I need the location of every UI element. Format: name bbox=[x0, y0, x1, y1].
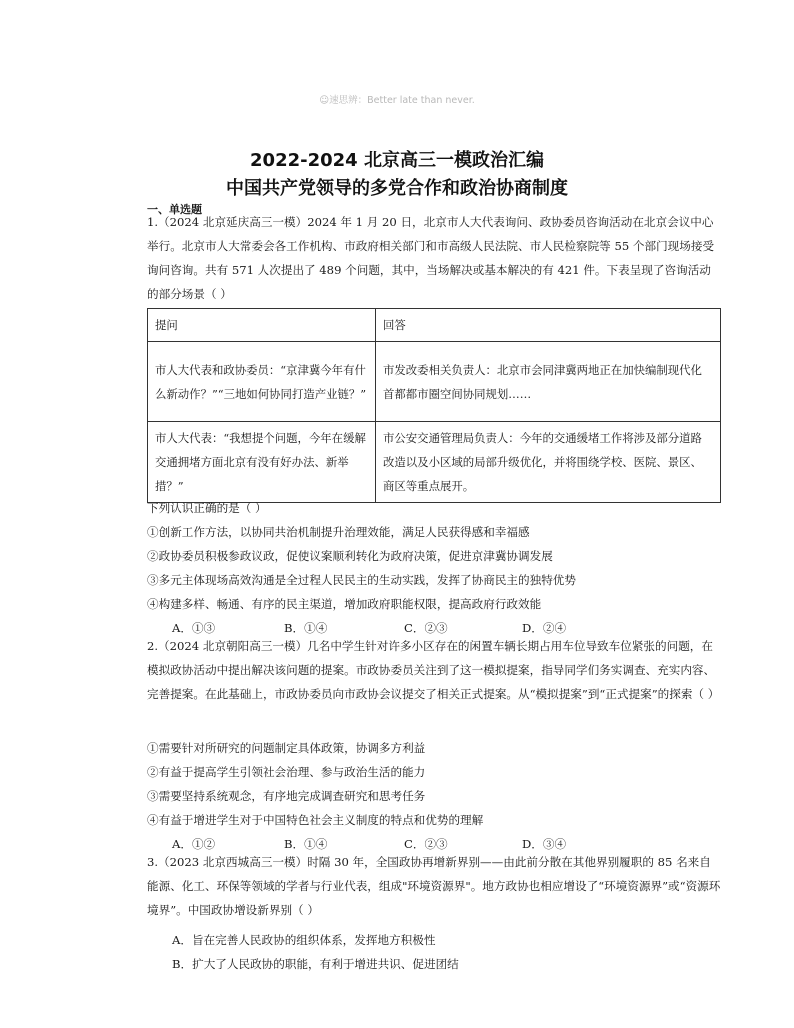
q3-choice-b[interactable]: B．扩大了人民政协的职能，有利于增进共识、促进团结 bbox=[172, 957, 459, 971]
q2-item: ②有益于提高学生引领社会治理、参与政治生活的能力 bbox=[147, 765, 426, 779]
q3-stem: 3.（2023 北京西城高三一模）时隔 30 年，全国政协再增新界别——由此前分散在其他界别履职的 85 名来自能源、化工、环保等领域的学者与行业代表，组成"环境资源界"。地方政协也相应增设了“环境资源界”或“资源环境界”。中国政协增设新界别（ ） bbox=[147, 855, 721, 917]
q1-item: ④构建多样、畅通、有序的民主渠道，增加政府职能权限，提高政府行政效能 bbox=[147, 597, 542, 611]
section-label: 一、单选题 bbox=[147, 203, 202, 216]
option-b[interactable]: B．①④ bbox=[284, 621, 328, 635]
option-d[interactable]: D．②④ bbox=[522, 621, 567, 635]
table-header-answer: 回答 bbox=[376, 309, 721, 342]
q1-item: ③多元主体现场高效沟通是全过程人民民主的生动实践，发挥了协商民主的独特优势 bbox=[147, 573, 576, 587]
q2-item: ①需要针对所研究的问题制定具体政策，协调多方利益 bbox=[147, 741, 426, 755]
table-cell: 市人大代表：“我想提个问题，今年在缓解交通拥堵方面北京有没有好办法、新举措？” bbox=[148, 422, 376, 503]
option-c[interactable]: C．②③ bbox=[404, 621, 448, 635]
q1-table bbox=[147, 308, 721, 503]
q1-stem: 1.（2024 北京延庆高三一模）2024 年 1 月 20 日，北京市人大代表询问、政协委员咨询活动在北京会议中心举行。北京市人大常委会各工作机构、市政府相关部门和市高级人民法院、市人民检察院等 55 个部门现场接受询问咨询。共有 571 人次提出了 489 个问题，其中，当场解决或基本解决的有 421 件。下表呈现了咨询活动的部分场景（ ） bbox=[147, 215, 715, 301]
option-a[interactable]: A．①③ bbox=[172, 621, 216, 635]
document-title: 2022-2024 北京高三一模政治汇编 bbox=[250, 150, 544, 171]
document-subtitle: 中国共产党领导的多党合作和政治协商制度 bbox=[226, 178, 568, 199]
q1-prompt: 下列认识正确的是（ ） bbox=[147, 501, 267, 515]
table-cell: 市发改委相关负责人：北京市会同津冀两地正在加快编制现代化首都都市圈空间协同规划…… bbox=[376, 342, 721, 422]
header-note: ☺速思辨：Better late than never. bbox=[319, 95, 475, 106]
q2-item: ④有益于增进学生对于中国特色社会主义制度的特点和优势的理解 bbox=[147, 813, 484, 827]
table-cell: 市公安交通管理局负责人：今年的交通缓堵工作将涉及部分道路改造以及小区域的局部升级优化，并将围绕学校、医院、景区、商区等重点展开。 bbox=[376, 422, 721, 503]
q3-choice-a[interactable]: A．旨在完善人民政协的组织体系，发挥地方积极性 bbox=[172, 933, 436, 947]
option-d[interactable]: D．③④ bbox=[522, 837, 567, 851]
q1-item: ②政协委员积极参政议政，促使议案顺利转化为政府决策，促进京津冀协调发展 bbox=[147, 549, 553, 563]
q1-item: ①创新工作方法，以协同共治机制提升治理效能，满足人民获得感和幸福感 bbox=[147, 525, 530, 539]
table-cell: 市人大代表和政协委员：“京津冀今年有什么新动作？”“三地如何协同打造产业链？” bbox=[148, 342, 376, 422]
q2-stem: 2.（2024 北京朝阳高三一模）几名中学生针对许多小区存在的闲置车辆长期占用车位导致车位紧张的问题，在模拟政协活动中提出解决该问题的提案。市政协委员关注到了这一模拟提案，指导同学们务实调查、充实内容、完善提案。在此基础上，市政协委员向市政协会议提交了相关正式提案。从“模拟提案”到“正式提案”的探索（ ） bbox=[147, 639, 720, 701]
option-c[interactable]: C．②③ bbox=[404, 837, 448, 851]
table-header-question: 提问 bbox=[148, 309, 376, 342]
option-a[interactable]: A．①② bbox=[172, 837, 216, 851]
q2-item: ③需要坚持系统观念，有序地完成调查研究和思考任务 bbox=[147, 789, 426, 803]
option-b[interactable]: B．①④ bbox=[284, 837, 328, 851]
